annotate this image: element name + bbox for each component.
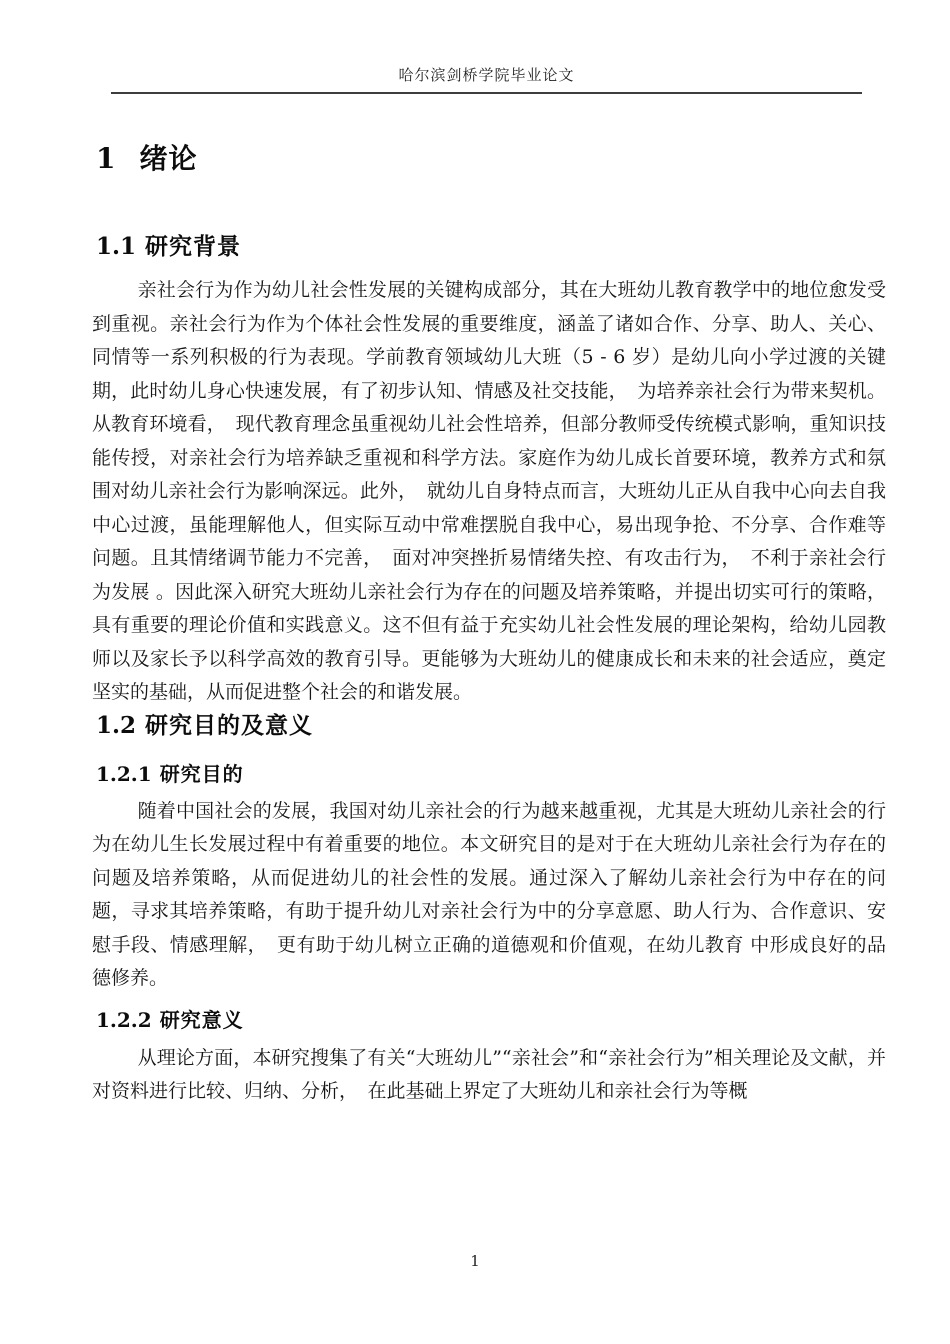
chapter-number: 1	[96, 142, 116, 175]
section-heading-1-2	[96, 710, 886, 742]
paragraph-research-significance: 从理论方面，本研究搜集了有关“大班幼儿”“亲社会”和“亲社会行为”相关理论及文献，并对资料进行比较、归纳、分析， 在此基础上界定了大班幼儿和亲社会行为等概	[92, 1046, 886, 1102]
section-title-1-1: 研究背景	[145, 234, 242, 260]
paragraph-research-purpose: 随着中国社会的发展，我国对幼儿亲社会的行为越来越重视，尤其是大班幼儿亲社会的行为在幼儿生长发展过程中有着重要的地位。本文研究目的是对于在大班幼儿亲社会行为存在的问题及培养策略，从而促进幼儿的社会性的发展。通过深入了解幼儿亲社会行为中存在的问题，寻求其培养策略，有助于提升幼儿对亲社会行为中的分享意愿、助人行为、合作意识、安慰手段、情感理解， 更有助于幼儿树立正确的道德观和价值观，在幼儿教育 中形成良好的品德修养。	[92, 799, 886, 989]
section-title-1-2-2: 研究意义	[159, 1007, 244, 1032]
section-title-1-2-1: 研究目的	[159, 761, 244, 786]
page-number: 1	[470, 1252, 480, 1270]
section-heading-1-1	[96, 231, 886, 263]
paragraph-research-background: 亲社会行为作为幼儿社会性发展的关键构成部分，其在大班幼儿教育教学中的地位愈发受到重视。亲社会行为作为个体社会性发展的重要维度，涵盖了诸如合作、分享、助人、关心、同情等一系列积极的行为表现。学前教育领域幼儿大班（5 - 6 岁）是幼儿向小学过渡的关键期，此时幼儿身心快速发展，有了初步认知、情感及社交技能， 为培养亲社会行为带来契机。从教育环境看， 现代教育理念虽重视幼儿社会性培养，但部分教师受传统模式影响，重知识技能传授，对亲社会行为培养缺乏重视和科学方法。家庭作为幼儿成长首要环境，教养方式和氛围对幼儿亲社会行为影响深远。此外， 就幼儿自身特点而言，大班幼儿正从自我中心向去自我中心过渡，虽能理解他人，但实际互动中常难摆脱自我中心，易出现争抢、不分享、合作难等问题。且其情绪调节能力不完善， 面对冲突挫折易情绪失控、有攻击行为， 不利于亲社会行为发展 。因此深入研究大班幼儿亲社会行为存在的问题及培养策略，并提出切实可行的策略，具有重要的理论价值和实践意义。这不但有益于充实幼儿社会性发展的理论架构，给幼儿园教师以及家长予以科学高效的教育引导。更能够为大班幼儿的健康成长和未来的社会适应，奠定坚实的基础，从而促进整个社会的和谐发展。	[92, 279, 886, 703]
section-number-1-1: 1.1	[96, 233, 137, 260]
section-number-1-2-2: 1.2.2	[96, 1007, 152, 1032]
page-content	[92, 140, 886, 1109]
chapter-title: 绪论	[139, 142, 198, 175]
running-header: 哈尔滨剑桥学院毕业论文	[111, 64, 862, 94]
section-heading-1-2-2	[96, 1006, 886, 1034]
section-number-1-2: 1.2	[96, 711, 137, 739]
section-title-1-2: 研究目的及意义	[145, 712, 314, 739]
section-heading-1-2-1	[96, 760, 886, 788]
chapter-heading	[96, 140, 886, 178]
section-number-1-2-1: 1.2.1	[96, 761, 152, 786]
